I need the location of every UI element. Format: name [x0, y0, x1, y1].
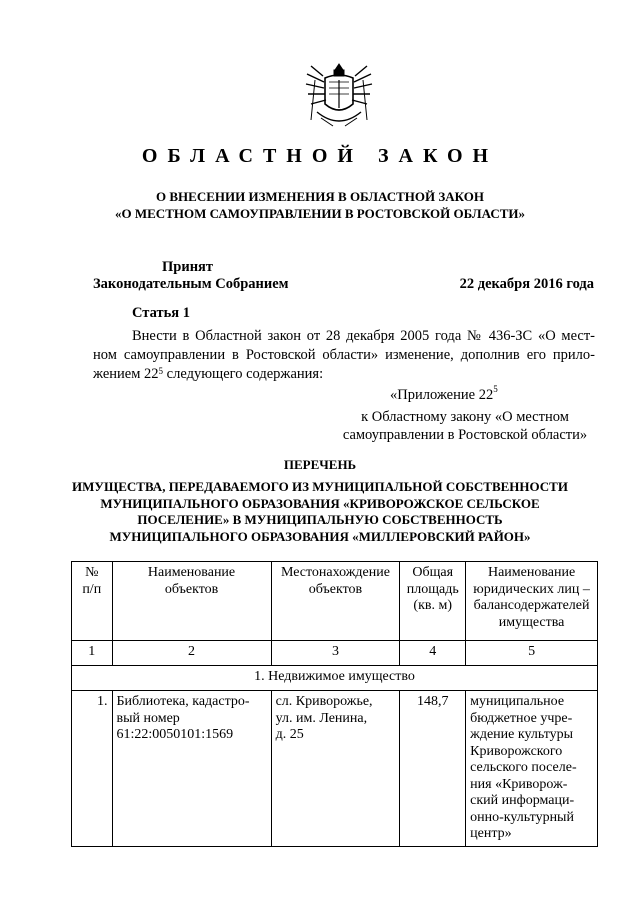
column-number: 4: [400, 641, 466, 666]
row-number: 1.: [72, 691, 113, 847]
adoption-date: 22 декабря 2016 года: [459, 276, 594, 292]
column-number: 1: [72, 641, 113, 666]
header-area: Общая площадь (кв. м): [400, 562, 466, 641]
list-subtitle-line1: ИМУЩЕСТВА, ПЕРЕДАВАЕМОГО ИЗ МУНИЦИПАЛЬНОЙ СОБСТВЕННОСТИ: [72, 479, 568, 494]
document-title: ОБЛАСТНОЙ ЗАКОН: [141, 145, 499, 167]
article-heading: Статья 1: [132, 305, 190, 321]
list-subtitle-line3: ПОСЕЛЕНИЕ» В МУНИЦИПАЛЬНУЮ СОБСТВЕННОСТЬ: [137, 512, 503, 527]
table-header-row: [72, 562, 598, 641]
header-name: Наименование объектов: [112, 562, 271, 641]
column-number-row: [72, 641, 598, 666]
adopted-by: Законодательным Собранием: [93, 276, 289, 292]
object-location: сл. Криворожье, ул. им. Ленина, д. 25: [271, 691, 400, 847]
section-title: 1. Недвижимое имущество: [72, 666, 598, 691]
column-number: 3: [271, 641, 400, 666]
document-subtitle-line2: «О МЕСТНОМ САМОУПРАВЛЕНИИ В РОСТОВСКОЙ ОБЛАСТИ»: [115, 206, 525, 221]
list-subtitle-line2: МУНИЦИПАЛЬНОГО ОБРАЗОВАНИЯ «КРИВОРОЖСКОЕ СЕЛЬСКОЕ: [100, 495, 540, 511]
object-name: Библиотека, кадастро- вый номер 61:22:0050101:1569: [112, 691, 271, 847]
annex-reference: к Областному закону «О местном самоуправлении в Ростовской области»: [342, 409, 588, 443]
adopted-label: Принят: [162, 259, 214, 275]
list-title: ПЕРЕЧЕНЬ: [283, 457, 357, 472]
section-row: [72, 666, 598, 691]
list-subtitle-line4: МУНИЦИПАЛЬНОГО ОБРАЗОВАНИЯ «МИЛЛЕРОВСКИЙ РАЙОН»: [109, 528, 531, 544]
header-no: № п/п: [72, 562, 113, 641]
balance-holder: муниципальное бюджетное учре- ждение культуры Криворожского сельского поселе- ния «Криворож- ский информаци- онно-культурный центр»: [466, 691, 598, 847]
coat-of-arms-emblem: [303, 60, 375, 132]
article-text-line3: жением $22^5$ следующего содержания:: [93, 366, 324, 382]
document-subtitle-line1: О ВНЕСЕНИИ ИЗМЕНЕНИЯ В ОБЛАСТНОЙ ЗАКОН: [156, 189, 484, 204]
header-location: Местонахождение объектов: [271, 562, 400, 641]
property-table: [71, 561, 598, 847]
column-number: 5: [466, 641, 598, 666]
object-area: 148,7: [400, 691, 466, 847]
article-text-line1: Внести в Областной закон от 28 декабря 2005 года № 436-ЗС «О мест-: [132, 328, 595, 344]
table-row: [72, 691, 598, 847]
header-holder: Наименование юридических лиц – балансодержателей имущества: [466, 562, 598, 641]
article-text-line2: ном самоуправлении в Ростовской области» изменение, дополнив его прило-: [93, 347, 595, 363]
annex-label: «Приложение $22^5$: [390, 384, 498, 403]
column-number: 2: [112, 641, 271, 666]
